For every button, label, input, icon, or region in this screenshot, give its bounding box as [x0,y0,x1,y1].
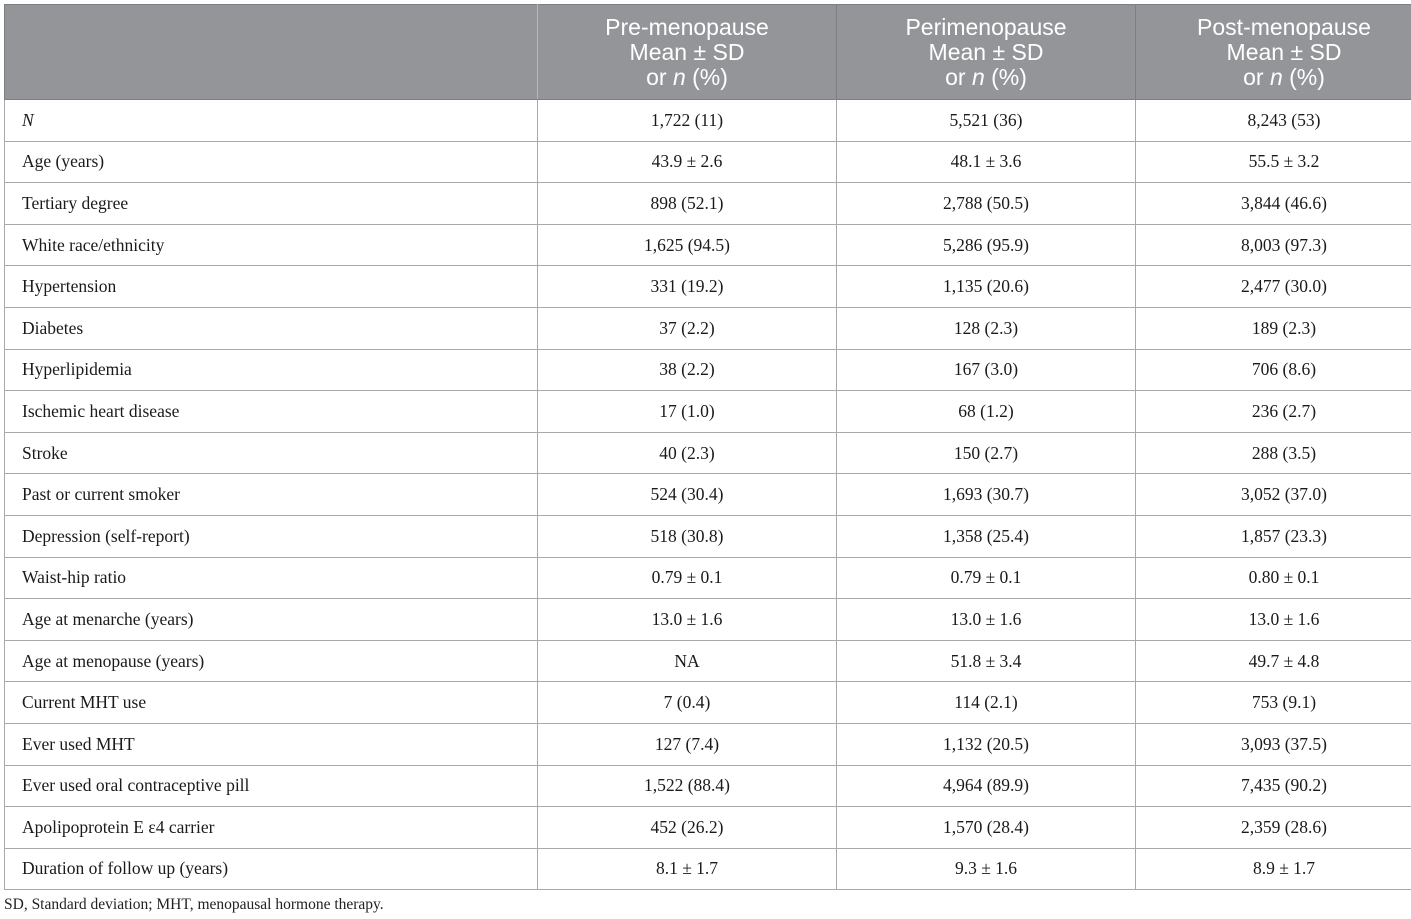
row-label: Ever used MHT [5,723,538,765]
data-table-container [4,4,1408,890]
cell-perimenopause: 5,521 (36) [837,100,1136,142]
cell-post-menopause: 55.5 ± 3.2 [1136,141,1411,183]
cell-perimenopause: 1,570 (28.4) [837,807,1136,849]
table-row [5,183,1411,225]
cell-pre-menopause: 518 (30.8) [538,515,837,557]
cell-post-menopause: 8,243 (53) [1136,100,1411,142]
cell-post-menopause: 49.7 ± 4.8 [1136,640,1411,682]
table-row [5,432,1411,474]
cell-post-menopause: 2,359 (28.6) [1136,807,1411,849]
cell-perimenopause: 9.3 ± 1.6 [837,848,1136,890]
cell-perimenopause: 4,964 (89.9) [837,765,1136,807]
header-alt-suffix: (%) [984,63,1027,90]
header-perimenopause [837,5,1136,100]
row-label: Age at menarche (years) [5,599,538,641]
cell-perimenopause: 48.1 ± 3.6 [837,141,1136,183]
row-label: Apolipoprotein E ε4 carrier [5,807,538,849]
header-alt-suffix: (%) [685,63,728,90]
cell-perimenopause: 128 (2.3) [837,307,1136,349]
cell-post-menopause: 189 (2.3) [1136,307,1411,349]
header-stat-alt [843,65,1129,90]
cell-post-menopause: 7,435 (90.2) [1136,765,1411,807]
cell-perimenopause: 0.79 ± 0.1 [837,557,1136,599]
header-alt-prefix: or [945,63,972,90]
table-row [5,807,1411,849]
row-label: Hypertension [5,266,538,308]
table-row [5,765,1411,807]
cell-post-menopause: 288 (3.5) [1136,432,1411,474]
table-row [5,474,1411,516]
cell-perimenopause: 1,358 (25.4) [837,515,1136,557]
table-row [5,723,1411,765]
cell-pre-menopause: 1,625 (94.5) [538,224,837,266]
cell-pre-menopause: 37 (2.2) [538,307,837,349]
cell-post-menopause: 236 (2.7) [1136,391,1411,433]
cell-post-menopause: 3,052 (37.0) [1136,474,1411,516]
table-row [5,307,1411,349]
cell-post-menopause: 2,477 (30.0) [1136,266,1411,308]
cell-perimenopause: 167 (3.0) [837,349,1136,391]
cell-post-menopause: 3,844 (46.6) [1136,183,1411,225]
cell-pre-menopause: 13.0 ± 1.6 [538,599,837,641]
cell-pre-menopause: 0.79 ± 0.1 [538,557,837,599]
header-alt-n: n [1269,63,1283,90]
row-label: Ischemic heart disease [5,391,538,433]
cell-perimenopause: 51.8 ± 3.4 [837,640,1136,682]
table-header [5,5,1411,100]
header-alt-n: n [672,63,686,90]
cell-pre-menopause: NA [538,640,837,682]
cell-pre-menopause: 38 (2.2) [538,349,837,391]
cell-post-menopause: 13.0 ± 1.6 [1136,599,1411,641]
cell-perimenopause: 114 (2.1) [837,682,1136,724]
row-label: Diabetes [5,307,538,349]
cell-post-menopause: 8.9 ± 1.7 [1136,848,1411,890]
table-footnote: SD, Standard deviation; MHT, menopausal hormone therapy. [4,896,384,913]
header-group-name: Perimenopause [905,13,1067,40]
table-row [5,391,1411,433]
cell-pre-menopause: 1,722 (11) [538,100,837,142]
cell-perimenopause: 68 (1.2) [837,391,1136,433]
header-stat-alt [1142,65,1411,90]
cell-pre-menopause: 898 (52.1) [538,183,837,225]
table-row [5,349,1411,391]
cell-pre-menopause: 43.9 ± 2.6 [538,141,837,183]
table-row [5,224,1411,266]
baseline-characteristics-table [4,4,1411,890]
cell-post-menopause: 0.80 ± 0.1 [1136,557,1411,599]
table-row [5,640,1411,682]
cell-pre-menopause: 40 (2.3) [538,432,837,474]
table-row [5,848,1411,890]
table-row [5,515,1411,557]
row-label: Waist-hip ratio [5,557,538,599]
table-row [5,557,1411,599]
row-label: Ever used oral contraceptive pill [5,765,538,807]
table-row [5,599,1411,641]
table-row [5,141,1411,183]
header-pre-menopause [538,5,837,100]
row-label: Past or current smoker [5,474,538,516]
row-label: Hyperlipidemia [5,349,538,391]
table-row [5,682,1411,724]
cell-post-menopause: 753 (9.1) [1136,682,1411,724]
header-row [5,5,1411,100]
header-stat-label: Mean ± SD [1226,38,1342,65]
cell-pre-menopause: 7 (0.4) [538,682,837,724]
cell-pre-menopause: 331 (19.2) [538,266,837,308]
row-label: N [5,100,538,142]
header-stat-alt [544,65,830,90]
cell-pre-menopause: 17 (1.0) [538,391,837,433]
row-label: Tertiary degree [5,183,538,225]
cell-post-menopause: 1,857 (23.3) [1136,515,1411,557]
cell-perimenopause: 150 (2.7) [837,432,1136,474]
cell-perimenopause: 1,132 (20.5) [837,723,1136,765]
table-row [5,100,1411,142]
cell-pre-menopause: 8.1 ± 1.7 [538,848,837,890]
header-post-menopause [1136,5,1411,100]
header-stat-label: Mean ± SD [928,38,1044,65]
header-group-name: Post-menopause [1197,13,1371,40]
cell-pre-menopause: 1,522 (88.4) [538,765,837,807]
cell-perimenopause: 1,135 (20.6) [837,266,1136,308]
table-row [5,266,1411,308]
row-label: Stroke [5,432,538,474]
cell-post-menopause: 8,003 (97.3) [1136,224,1411,266]
cell-pre-menopause: 127 (7.4) [538,723,837,765]
header-alt-n: n [971,63,985,90]
cell-perimenopause: 1,693 (30.7) [837,474,1136,516]
header-alt-prefix: or [1243,63,1270,90]
row-label: Age (years) [5,141,538,183]
table-body [5,100,1411,890]
cell-post-menopause: 706 (8.6) [1136,349,1411,391]
row-label: Age at menopause (years) [5,640,538,682]
cell-pre-menopause: 452 (26.2) [538,807,837,849]
cell-perimenopause: 5,286 (95.9) [837,224,1136,266]
header-alt-suffix: (%) [1282,63,1325,90]
row-label: White race/ethnicity [5,224,538,266]
header-stat-label: Mean ± SD [629,38,745,65]
cell-pre-menopause: 524 (30.4) [538,474,837,516]
header-empty-cell [5,5,538,100]
row-label: Depression (self-report) [5,515,538,557]
cell-perimenopause: 2,788 (50.5) [837,183,1136,225]
header-alt-prefix: or [646,63,673,90]
row-label: Current MHT use [5,682,538,724]
cell-post-menopause: 3,093 (37.5) [1136,723,1411,765]
cell-perimenopause: 13.0 ± 1.6 [837,599,1136,641]
header-group-name: Pre-menopause [605,13,769,40]
row-label: Duration of follow up (years) [5,848,538,890]
